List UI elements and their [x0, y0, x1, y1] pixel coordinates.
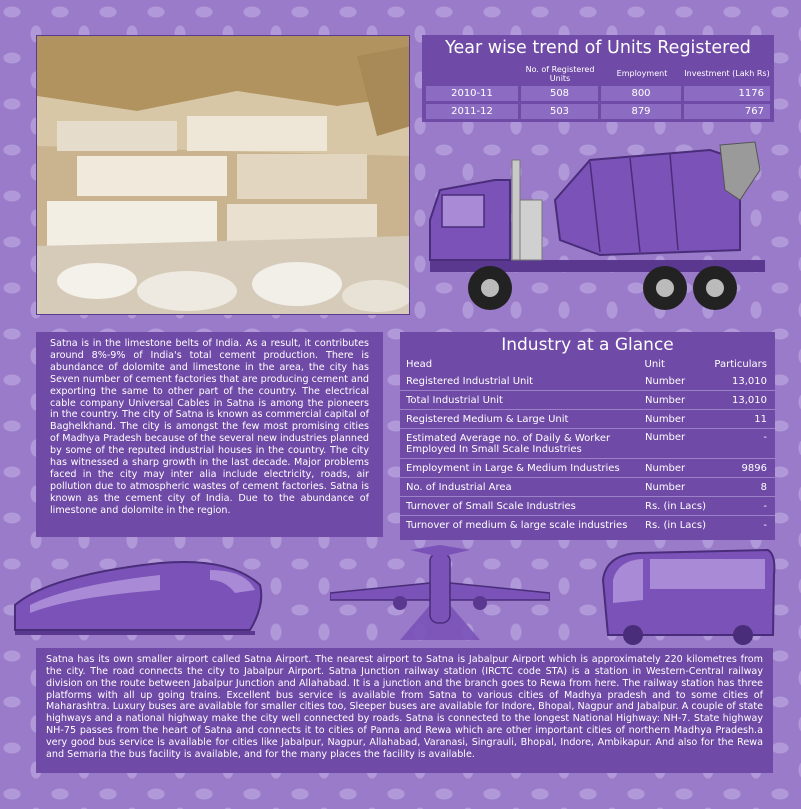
glance-row [400, 497, 775, 516]
trend-employment: 800 [601, 86, 681, 101]
glance-row-value: 8 [760, 481, 767, 493]
trend-investment: 1176 [684, 86, 770, 101]
glance-row-unit: Number [645, 375, 686, 387]
glance-row-unit: Number [645, 413, 686, 425]
glance-row-value: 11 [754, 413, 767, 425]
glance-row [400, 372, 775, 391]
glance-header-row [400, 356, 775, 372]
glance-row [400, 459, 775, 478]
trend-title: Year wise trend of Units Registered [445, 38, 751, 58]
trend-employment: 879 [601, 104, 681, 119]
bus-icon [598, 545, 778, 649]
units-trend-table [422, 35, 774, 122]
trend-header-investment: Investment (Lakh Rs) [684, 69, 770, 78]
glance-row [400, 391, 775, 410]
glance-row-unit: Rs. (in Lacs) [645, 500, 707, 512]
glance-header-head: Head [406, 358, 433, 370]
glance-row-head: Estimated Average no. of Daily & Worker Employed In Small Scale Industries [406, 432, 611, 455]
trend-year: 2010-11 [426, 86, 518, 101]
trend-header-units: No. of Registered Units [525, 64, 595, 83]
glance-row-unit: Rs. (in Lacs) [645, 520, 707, 531]
trend-units: 508 [521, 86, 598, 101]
trend-header-row [422, 61, 774, 86]
glance-row-head: No. of Industrial Area [406, 481, 512, 493]
glance-row-head: Registered Industrial Unit [406, 375, 534, 387]
glance-row-head: Total Industrial Unit [406, 394, 503, 406]
trend-row [426, 86, 770, 101]
glance-row-value: 13,010 [732, 394, 767, 406]
glance-row [400, 516, 775, 535]
limestone-quarry-photo [36, 35, 410, 315]
glance-row-unit: Number [645, 481, 686, 493]
glance-header-unit: Unit [644, 358, 665, 370]
trend-investment: 767 [684, 104, 770, 119]
glance-row [400, 429, 775, 459]
glance-row-value: 9896 [741, 462, 767, 474]
glance-row-value: 13,010 [732, 375, 767, 387]
glance-row-head: Registered Medium & Large Unit [406, 413, 569, 425]
glance-row [400, 478, 775, 497]
glance-row-unit: Number [645, 394, 686, 406]
transport-connectivity-text: Satna has its own smaller airport called Satna Airport. The nearest airport to Satna is Jabalpur Airport which is approximately 220 kilometres from the city. The road connects the city to Jabalpur Airport. Satna Junction railway station (IRCTC code STA) is a station in Western-Central railway division on the route between Jabalpur Junction and Allahabad. It is a junction and the branch goes to Rewa from here. The railway station has three platforms with all up going trains. Excellent bus service is available from Satna to various cities of Madhya pradesh and to some cities of Maharashtra. Luxury buses are available for smaller cities too, Sleeper buses are available for Indore, Bhopal, Nagpur and Jabalpur. A couple of state highways and a national highway make the city well connected by roads. Satna is connected to the longest National Highway: NH-7. State highway NH-75 passes from the heart of Satna and connects it to cities of Panna and Rewa which are other important cities of northern Madhya Pradesh.a very good bus service is available for cities like Jabalpur, Nagpur, Allahabad, Varanasi, Singrauli, Bhopal, Indore, Ambikapur. And also for the Rewa and Semaria the bus facility is available, and for the many places the facility is available. [36, 648, 773, 773]
glance-row-head: Turnover of medium & large scale industries [406, 520, 628, 531]
glance-row-unit: Number [645, 462, 686, 474]
glance-row [400, 410, 775, 429]
cement-truck-icon [420, 140, 775, 319]
glance-row-value: - [763, 520, 767, 531]
glance-row-head: Turnover of Small Scale Industries [406, 500, 576, 512]
glance-title: Industry at a Glance [501, 335, 674, 355]
glance-row-value: - [763, 500, 767, 512]
trend-units: 503 [521, 104, 598, 119]
glance-row-unit: Number [645, 432, 686, 443]
trend-row [426, 104, 770, 119]
airplane-icon [330, 545, 550, 649]
glance-row-value: - [763, 432, 767, 443]
trend-year: 2011-12 [426, 104, 518, 119]
trend-header-employment: Employment [616, 69, 668, 78]
industry-glance-table [400, 332, 775, 540]
glance-row-head: Employment in Large & Medium Industries [406, 462, 620, 474]
train-icon [10, 545, 270, 649]
about-satna-text: Satna is in the limestone belts of India. As a result, it contributes around 8%-9% of India's total cement production. There is abundance of dolomite and limestone in the area, the city has Seven number of cement factories that are producing cement and exporting the same to other part of the country. The electrical cable company Universal Cables in Satna is among the pioneers in the country. The city of Satna is known as commercial capital of Baghelkhand. The city is amongst the few most promising cities of Madhya Pradesh because of the several new industries planned by some of the reputed industrial houses in the country. The city has witnessed a sharp growth in the last decade. Major problems faced in the city may inter alia include electricity, roads, air pollution due to atmospheric wastes of cement factories. Satna is known as the cement city of India. Due to the abundance of limestone and dolomite in the region. [36, 332, 383, 537]
glance-header-particulars: Particulars [714, 358, 767, 370]
